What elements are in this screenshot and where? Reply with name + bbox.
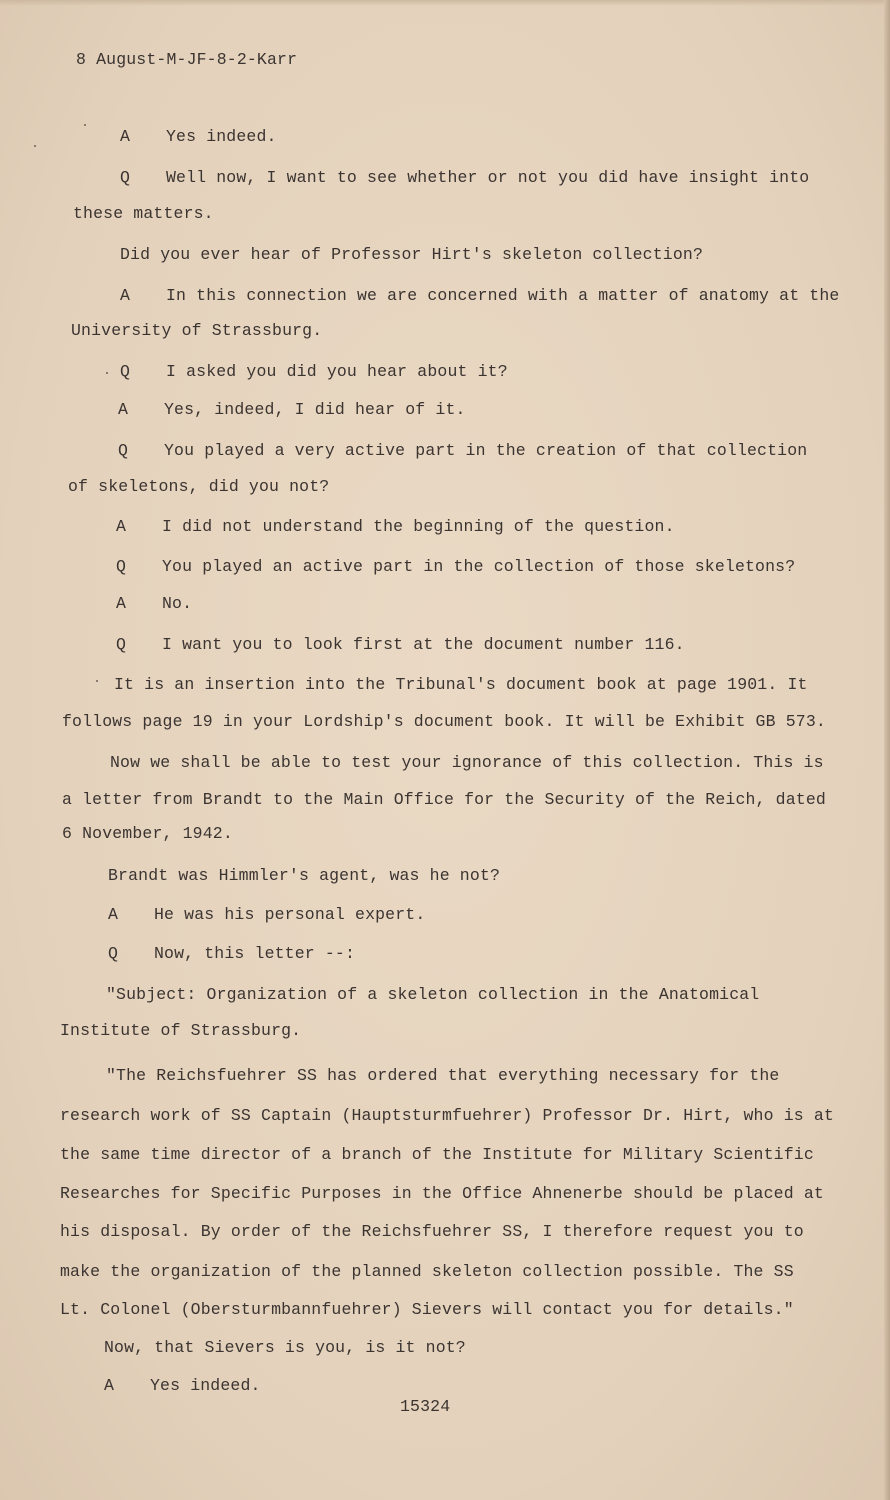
transcript-line: the same time director of a branch of the Institute for Military Scientific xyxy=(60,1145,814,1164)
speaker-label: A xyxy=(116,517,127,536)
page-number: 15324 xyxy=(400,1397,451,1416)
transcript-line xyxy=(116,594,192,614)
line-text: In this connection we are concerned with a matter of anatomy at the xyxy=(166,286,840,305)
speaker-label: A xyxy=(104,1376,115,1395)
transcript-line: these matters. xyxy=(73,204,214,223)
speaker-label: Q xyxy=(116,635,127,654)
speaker-label: A xyxy=(118,400,129,419)
transcript-line: a letter from Brandt to the Main Office for the Security of the Reich, dated xyxy=(62,790,826,809)
line-text: Well now, I want to see whether or not you did have insight into xyxy=(166,168,810,187)
transcript-line: "Subject: Organization of a skeleton collection in the Anatomical xyxy=(106,985,760,1004)
speaker-label: Q xyxy=(120,168,131,187)
transcript-line: Brandt was Himmler's agent, was he not? xyxy=(108,866,501,885)
transcript-line: his disposal. By order of the Reichsfuehrer SS, I therefore request you to xyxy=(60,1222,804,1241)
ink-speck xyxy=(96,680,98,682)
page-right-edge xyxy=(884,0,890,1500)
transcript-line xyxy=(108,944,355,964)
transcript-line xyxy=(116,557,795,577)
ink-speck xyxy=(34,145,36,147)
transcript-line: University of Strassburg. xyxy=(71,321,323,340)
transcript-line xyxy=(116,635,685,655)
transcript-line xyxy=(120,168,809,188)
line-text: Now, this letter --: xyxy=(154,944,356,963)
speaker-label: A xyxy=(120,127,131,146)
transcript-line: Did you ever hear of Professor Hirt's skeleton collection? xyxy=(120,245,703,264)
line-text: Yes indeed. xyxy=(150,1376,261,1395)
transcript-line: "The Reichsfuehrer SS has ordered that everything necessary for the xyxy=(106,1066,780,1085)
transcript-line xyxy=(108,905,425,925)
transcript-line xyxy=(118,400,466,420)
ink-speck xyxy=(106,372,108,374)
line-text: Yes, indeed, I did hear of it. xyxy=(164,400,466,419)
ink-speck xyxy=(84,124,86,126)
speaker-label: Q xyxy=(108,944,119,963)
transcript-line: Now we shall be able to test your ignorance of this collection. This is xyxy=(110,753,824,772)
transcript-line: Now, that Sievers is you, is it not? xyxy=(104,1338,466,1357)
speaker-label: A xyxy=(116,594,127,613)
line-text: I did not understand the beginning of the question. xyxy=(162,517,675,536)
speaker-label: Q xyxy=(118,441,129,460)
transcript-line xyxy=(116,517,675,537)
transcript-line xyxy=(120,286,839,306)
transcript-line: of skeletons, did you not? xyxy=(68,477,330,496)
speaker-label: Q xyxy=(116,557,127,576)
speaker-label: Q xyxy=(120,362,131,381)
transcript-line: Researches for Specific Purposes in the Office Ahnenerbe should be placed at xyxy=(60,1184,824,1203)
speaker-label: A xyxy=(108,905,119,924)
line-text: You played a very active part in the creation of that collection xyxy=(164,441,808,460)
transcript-line: follows page 19 in your Lordship's document book. It will be Exhibit GB 573. xyxy=(62,712,826,731)
transcript-line xyxy=(120,362,508,382)
transcript-line: make the organization of the planned skeleton collection possible. The SS xyxy=(60,1262,794,1281)
transcript-line: research work of SS Captain (Hauptsturmfuehrer) Professor Dr. Hirt, who is at xyxy=(60,1106,834,1125)
line-text: I asked you did you hear about it? xyxy=(166,362,508,381)
line-text: He was his personal expert. xyxy=(154,905,426,924)
page-top-edge xyxy=(0,0,890,6)
transcript-line: It is an insertion into the Tribunal's document book at page 1901. It xyxy=(114,675,808,694)
line-text: Yes indeed. xyxy=(166,127,277,146)
line-text: You played an active part in the collection of those skeletons? xyxy=(162,557,796,576)
transcript-line xyxy=(120,127,277,147)
transcript-line: 6 November, 1942. xyxy=(62,824,233,843)
transcript-line: Lt. Colonel (Obersturmbannfuehrer) Sievers will contact you for details." xyxy=(60,1300,794,1319)
line-text: No. xyxy=(162,594,193,613)
document-header-reference: 8 August-M-JF-8-2-Karr xyxy=(76,50,298,69)
transcript-line xyxy=(118,441,807,461)
transcript-line: Institute of Strassburg. xyxy=(60,1021,302,1040)
line-text: I want you to look first at the document number 116. xyxy=(162,635,685,654)
speaker-label: A xyxy=(120,286,131,305)
transcript-line xyxy=(104,1376,261,1396)
